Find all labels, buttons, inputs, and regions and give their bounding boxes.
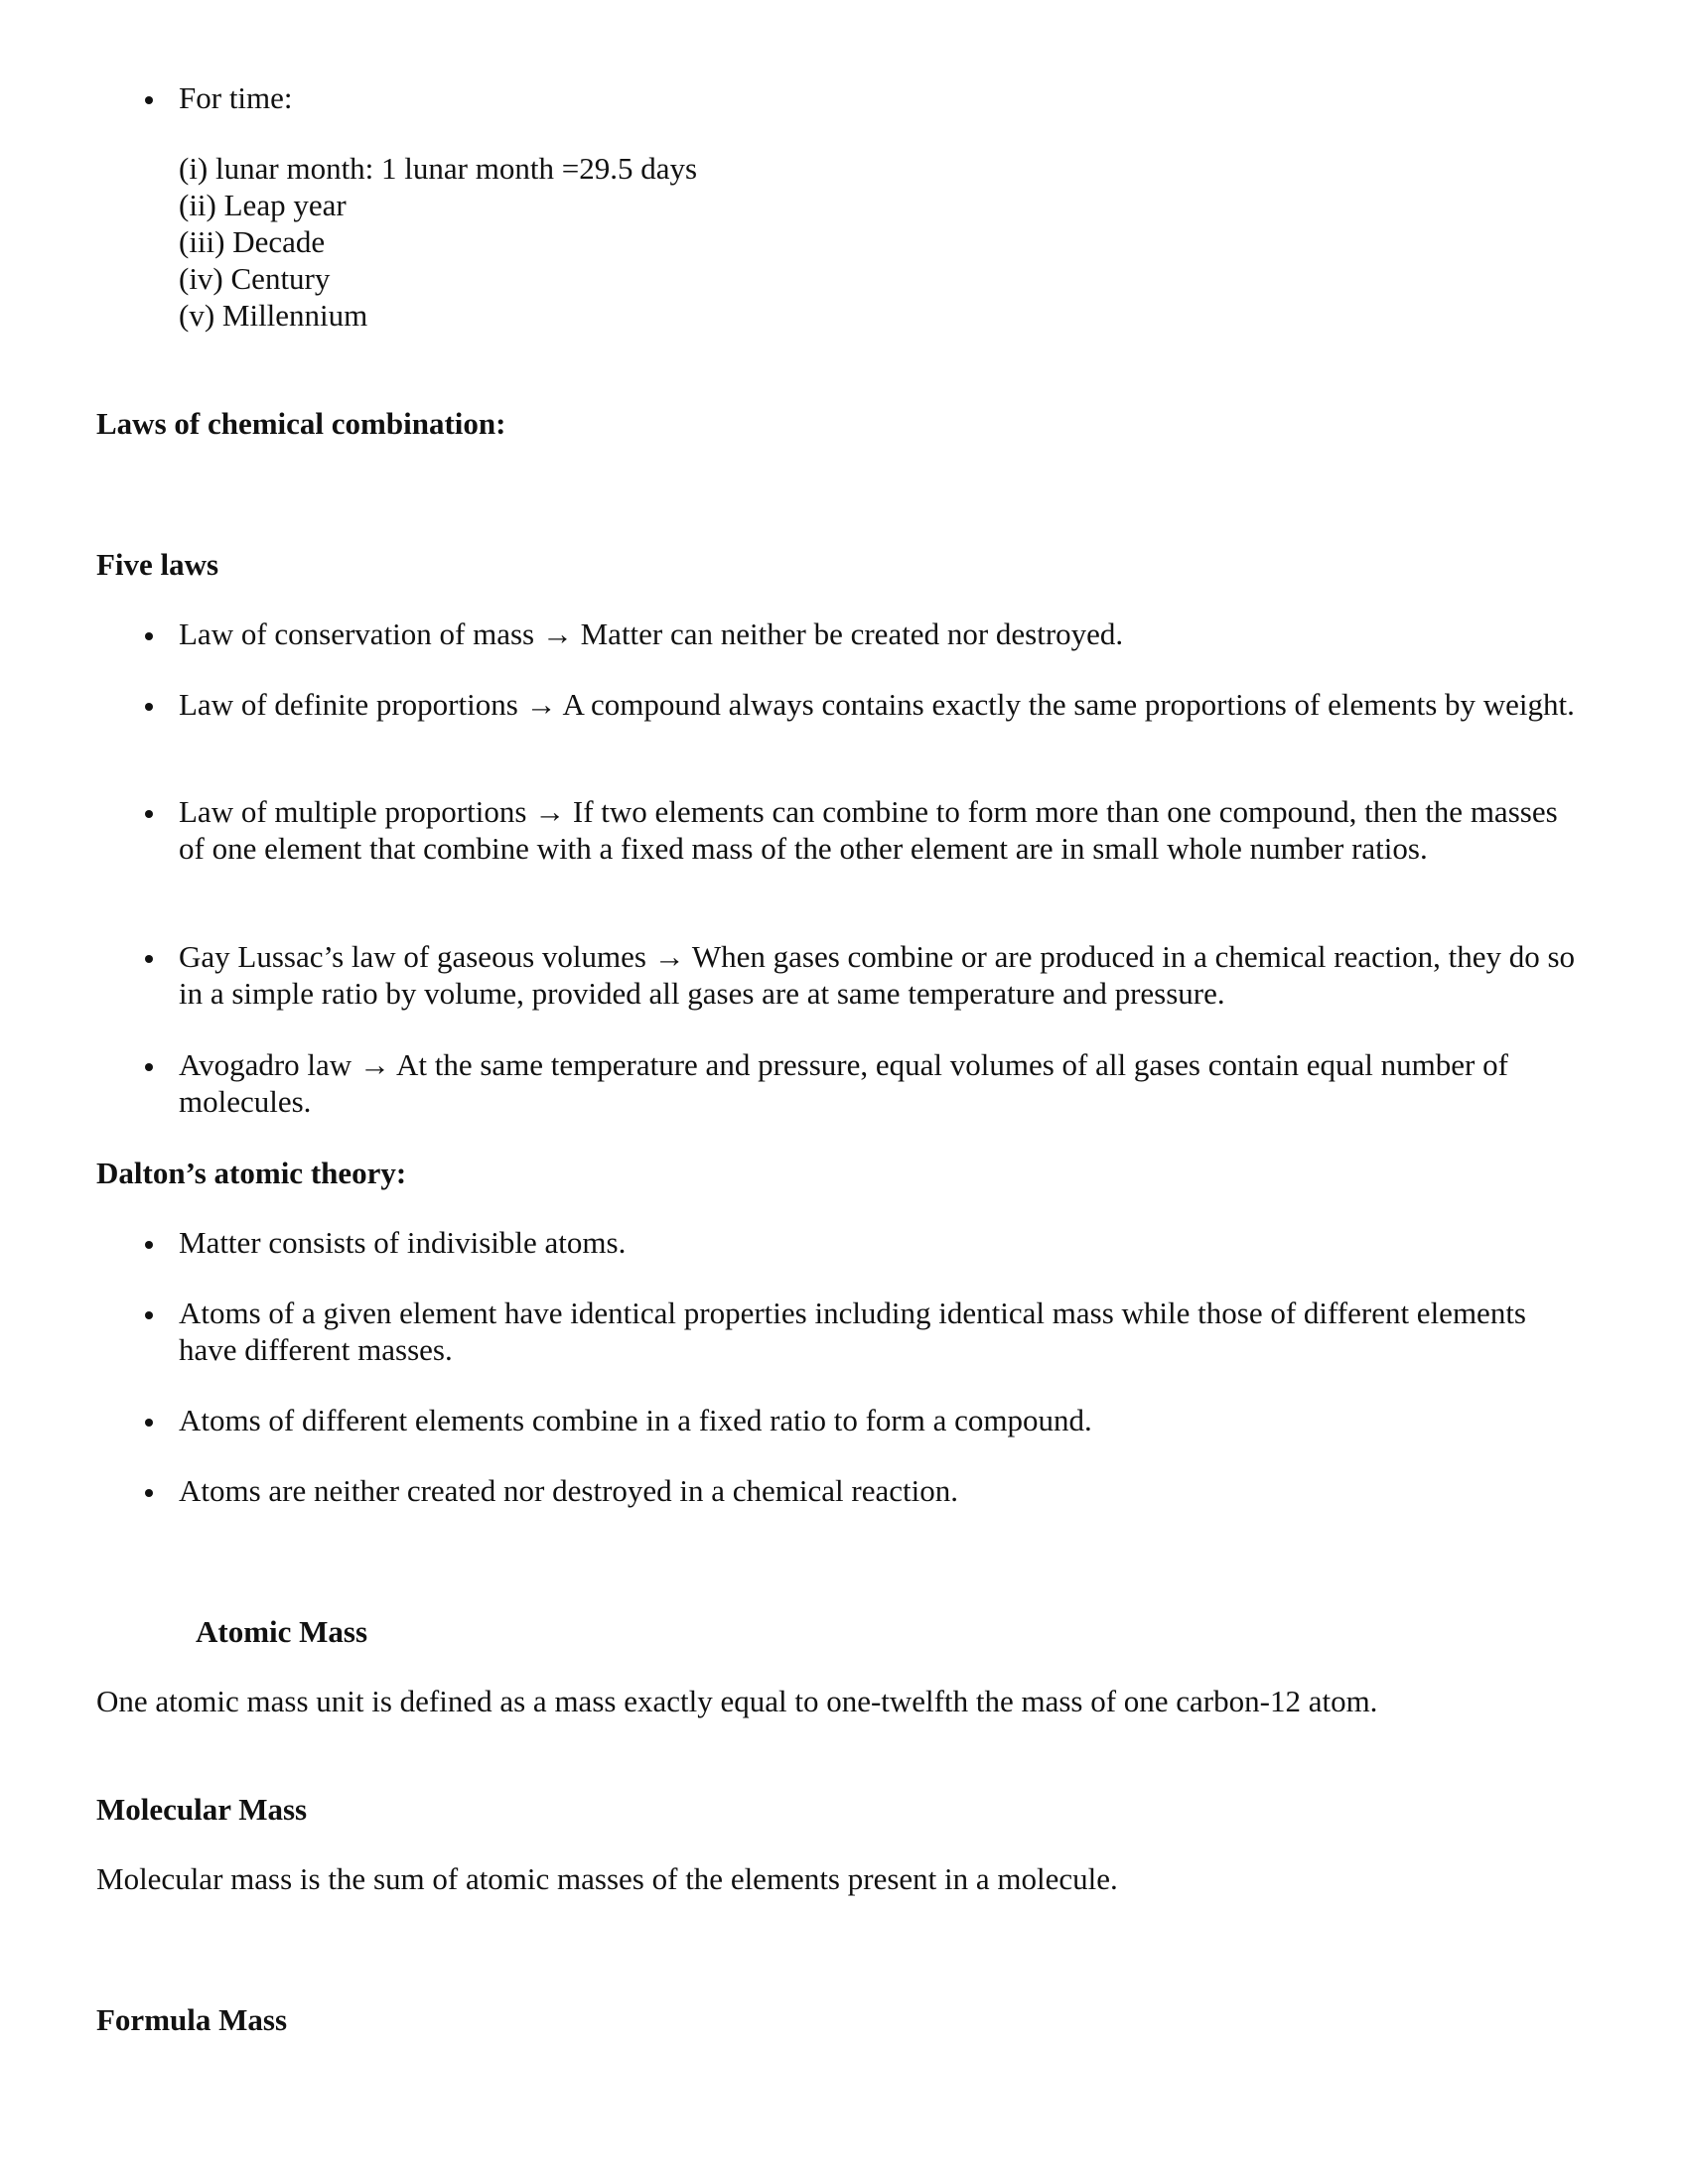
dalton-item: Atoms of a given element have identical properties including identical mass while those of different elements have different masses. — [179, 1296, 1526, 1367]
bullet-dot — [145, 1063, 153, 1071]
dalton-item: Matter consists of indivisible atoms. — [179, 1225, 627, 1260]
bullet-dot — [145, 955, 153, 963]
law-item: Gay Lussac’s law of gaseous volumes → When gases combine or are produced in a chemical reaction, they do so in a simple ratio by volume, provided all gases are at same temperature and pressure. — [179, 939, 1576, 1011]
time-item: (i) lunar month: 1 lunar month =29.5 days — [179, 151, 698, 186]
law-item: Avogadro law → At the same temperature and pressure, equal volumes of all gases contain equal number of molecules. — [179, 1047, 1508, 1119]
law-item: Law of multiple proportions → If two elements can combine to form more than one compound, then the masses of one element that combine with a fixed mass of the other element are in small whole number ratios. — [179, 794, 1558, 866]
time-item: (iv) Century — [179, 261, 331, 296]
bullet-dot — [145, 1311, 153, 1319]
bullet-dot — [145, 810, 153, 818]
bullet-dot — [145, 632, 153, 640]
formula-mass-heading: Formula Mass — [96, 2002, 288, 2037]
dalton-item: Atoms are neither created nor destroyed in a chemical reaction. — [179, 1473, 958, 1508]
time-item: (ii) Leap year — [179, 188, 347, 222]
bullet-dot — [145, 96, 153, 104]
time-bullet-label: For time: — [179, 80, 293, 115]
bullet-dot — [145, 1241, 153, 1249]
atomic-mass-text: One atomic mass unit is defined as a mass exactly equal to one-twelfth the mass of one carbon-12 atom. — [96, 1684, 1378, 1718]
bullet-dot — [145, 1489, 153, 1497]
atomic-mass-heading: Atomic Mass — [196, 1614, 368, 1649]
time-item: (iii) Decade — [179, 224, 326, 259]
bullet-dot — [145, 1419, 153, 1427]
bullet-dot — [145, 703, 153, 711]
dalton-item: Atoms of different elements combine in a fixed ratio to form a compound. — [179, 1403, 1092, 1437]
laws-heading: Laws of chemical combination: — [96, 406, 506, 441]
molecular-mass-text: Molecular mass is the sum of atomic masses of the elements present in a molecule. — [96, 1861, 1118, 1896]
dalton-heading: Dalton’s atomic theory: — [96, 1156, 407, 1190]
law-item: Law of conservation of mass → Matter can neither be created nor destroyed. — [179, 616, 1124, 651]
molecular-mass-heading: Molecular Mass — [96, 1792, 308, 1827]
five-laws-heading: Five laws — [96, 547, 219, 582]
time-item: (v) Millennium — [179, 298, 368, 333]
law-item: Law of definite proportions → A compound always contains exactly the same proportions of elements by weight. — [179, 687, 1575, 722]
